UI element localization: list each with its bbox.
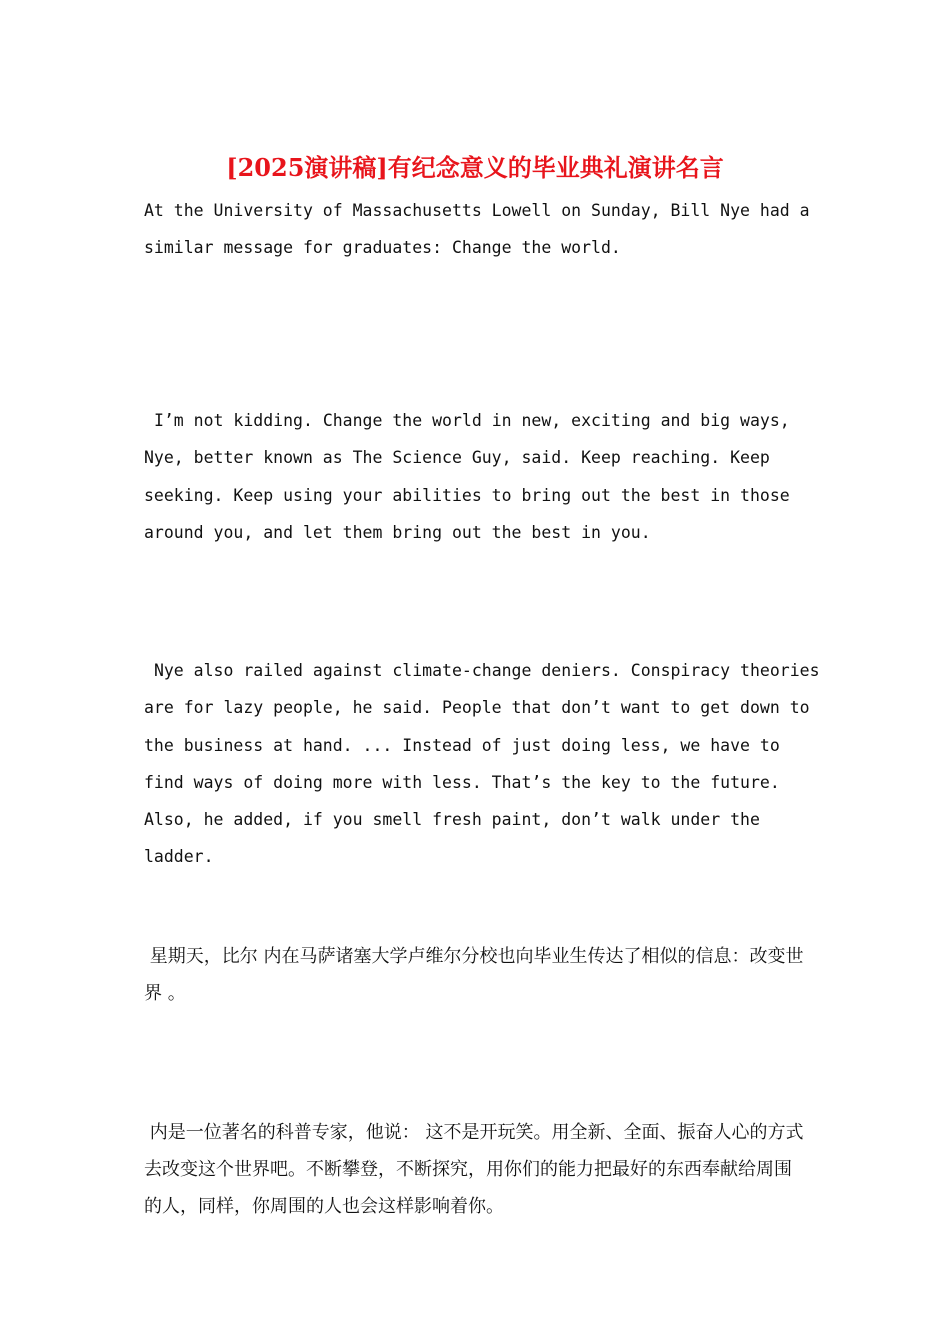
paragraph-quote: I’m not kidding. Change the world in new, exciting and big ways, Nye, better known as The Science Guy, said. Keep reaching. Keep seeking. Keep using your abilities to bring out the best in those around you, and let them bring out the best in you. [144,411,800,542]
paragraph-chinese-intro: 星期天，比尔 内在马萨诸塞大学卢维尔分校也向毕业生传达了相似的信息：改变世界 。 [144,946,804,1004]
paragraph-climate: Nye also railed against climate-change deniers. Conspiracy theories are for lazy people, he said. People that don’t want to get down to the business at hand. ... Instead of just doing less, we have to find ways of doing more with less. That’s the key to the future. Also, he added, if you smell fresh paint, don’t walk under the ladder. [144,661,830,867]
document-title: [2025演讲稿]有纪念意义的毕业典礼演讲名言 [226,153,724,182]
paragraph-chinese-quote: 内是一位著名的科普专家，他说： 这不是开玩笑。用全新、全面、振奋人心的方式去改变这个世界吧。不断攀登，不断探究，用你们的能力把最好的东西奉献给周围的人，同样，你周围的人也会这样影响着你。 [144,1122,804,1217]
paragraph-intro: At the University of Massachusetts Lowell on Sunday, Bill Nye had a similar message for graduates: Change the world. [144,201,820,258]
